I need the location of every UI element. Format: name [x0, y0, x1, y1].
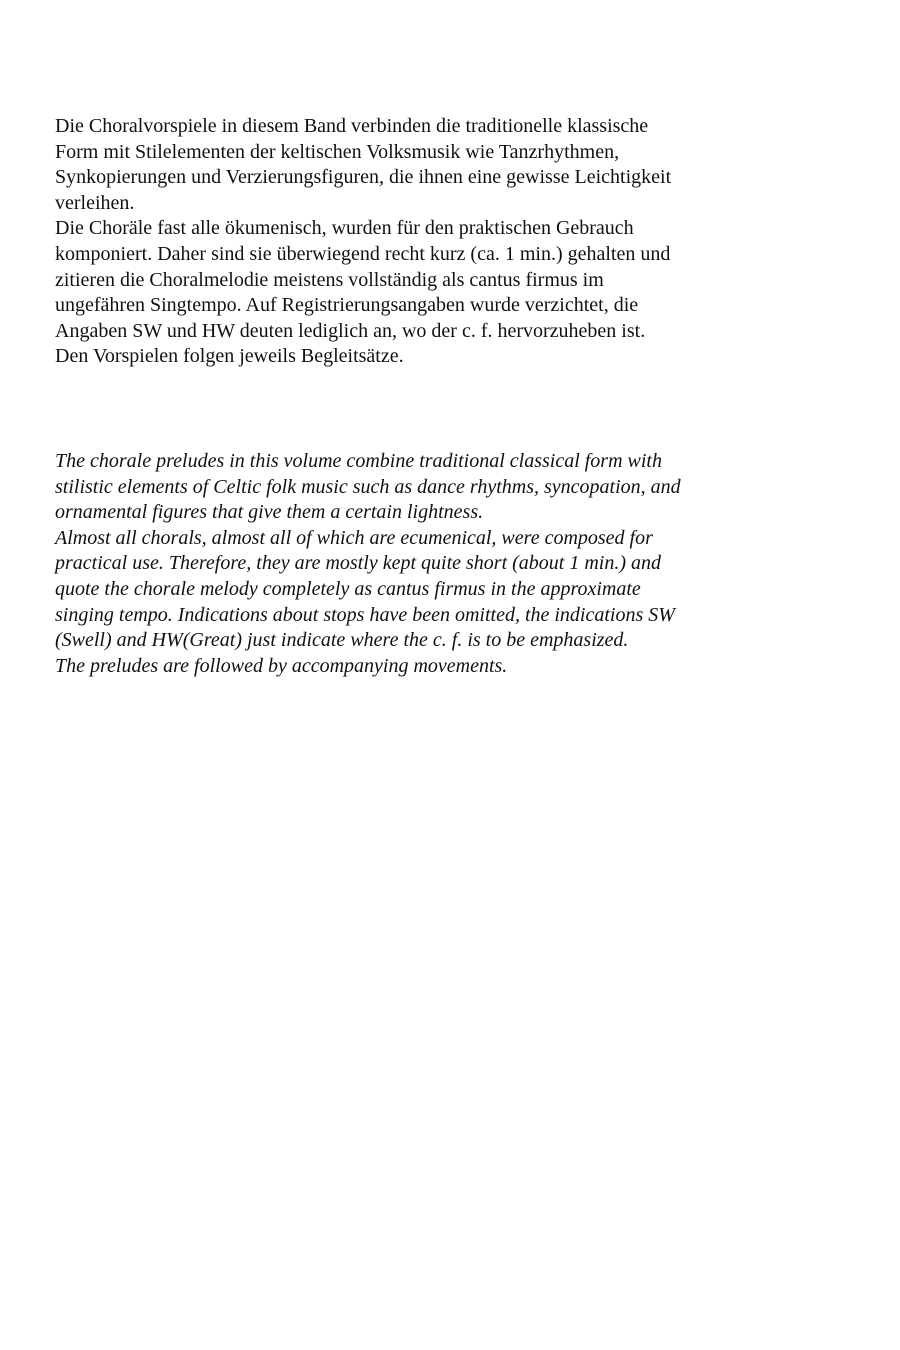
- english-line: The chorale preludes in this volume combine traditional classical form with: [55, 450, 662, 472]
- english-line: The preludes are followed by accompanying movements.: [55, 654, 508, 677]
- german-introduction: [55, 114, 775, 370]
- english-line: stilistic elements of Celtic folk music such as dance rhythms, syncopation, and: [55, 475, 681, 498]
- german-line: Den Vorspielen folgen jeweils Begleitsätze.: [55, 345, 404, 368]
- german-line: Synkopierungen und Verzierungsfiguren, die ihnen eine gewisse Leichtigkeit: [55, 166, 672, 189]
- german-line: Angaben SW und HW deuten lediglich an, wo der c. f. hervorzuheben ist.: [55, 319, 646, 342]
- english-line: singing tempo. Indications about stops have been omitted, the indications SW: [55, 603, 675, 626]
- german-line: Form mit Stilelementen der keltischen Volksmusik wie Tanzrhythmen,: [55, 140, 620, 163]
- english-line: quote the chorale melody completely as cantus firmus in the approximate: [55, 577, 641, 600]
- german-line: verleihen.: [55, 191, 135, 214]
- english-line: ornamental figures that give them a certain lightness.: [55, 501, 484, 524]
- english-line: Almost all chorals, almost all of which are ecumenical, were composed for: [55, 526, 653, 549]
- german-line: komponiert. Daher sind sie überwiegend recht kurz (ca. 1 min.) gehalten und: [55, 242, 671, 265]
- english-introduction: [55, 449, 775, 679]
- german-line: Die Choräle fast alle ökumenisch, wurden für den praktischen Gebrauch: [55, 217, 634, 240]
- english-line: practical use. Therefore, they are mostly kept quite short (about 1 min.) and: [55, 552, 662, 575]
- german-line: zitieren die Choralmelodie meistens vollständig als cantus firmus im: [55, 268, 604, 291]
- german-line: ungefähren Singtempo. Auf Registrierungsangaben wurde verzichtet, die: [55, 294, 639, 317]
- english-line: (Swell) and HW(Great) just indicate where the c. f. is to be emphasized.: [55, 629, 629, 652]
- german-line: Die Choralvorspiele in diesem Band verbinden die traditionelle klassische: [55, 115, 649, 137]
